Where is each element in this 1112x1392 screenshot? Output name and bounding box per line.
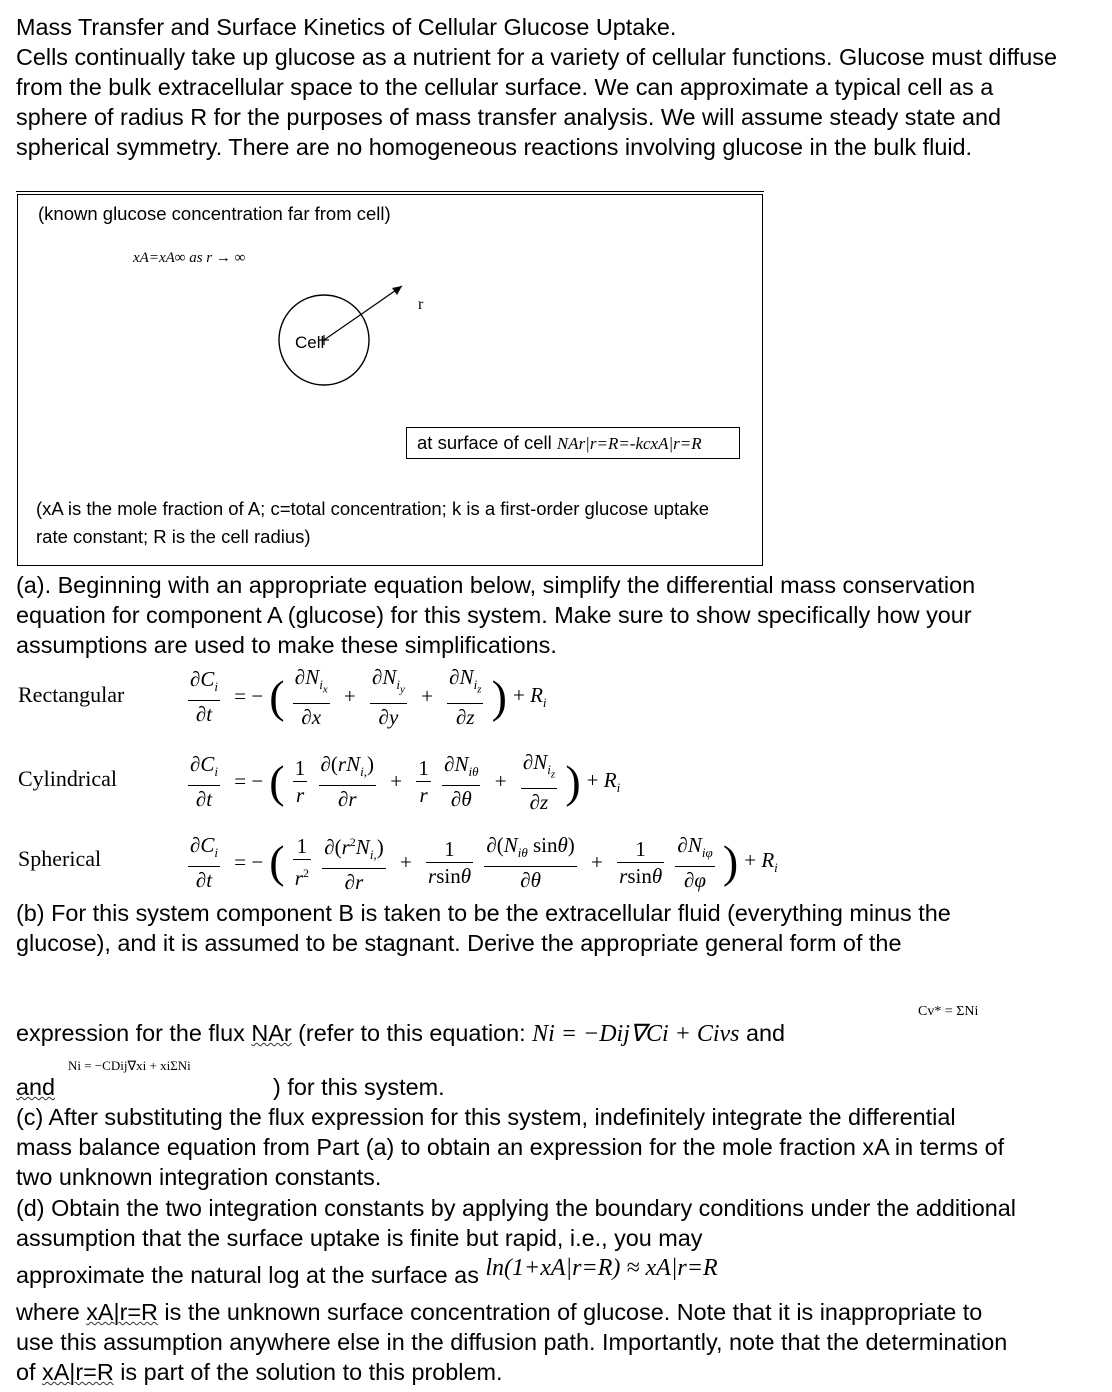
intro-underline	[16, 191, 764, 192]
part-b-line1: (b) For this system component B is taken to be the extracellular fluid (everything minus the glucose), and it is assumed to be stagnant. Derive the appropriate general form of the	[16, 900, 951, 956]
figure-box	[17, 194, 763, 566]
surface-condition-box: at surface of cell NAr|r=R=-kcxA|r=R	[406, 427, 740, 459]
intro-paragraph: Cells continually take up glucose as a nutrient for a variety of cellular functions. Glucose must diffuse from the bulk extracellular space to the cellular surface. We can approximate a typical cell as a sphere of radius R for the purposes of mass transfer analysis. We will assume steady state and spherical symmetry. There are no homogeneous reactions involving glucose in the bulk fluid.	[16, 44, 1057, 160]
rectangular-equation: $\frac{\partial C_i}{\partial t}$ = − ( $\frac{\partial N_{i_x}}{\partial x}$ + $\frac{\partial N_{i_y}}{\partial y}$ + $\frac{\partial N_{i_z}}{\partial z}$ ) + $R_i$	[190, 665, 547, 729]
flux-symbol: NAr	[251, 1020, 292, 1046]
surface-concentration: xA|r=R	[86, 1299, 158, 1325]
part-c-text: (c) After substituting the flux expression for this system, indefinitely integrate the differential mass balance equation from Part (a) to obtain an expression for the mole fraction xA in terms of two unknown integration constants.	[16, 1104, 1005, 1190]
cell-label: Cell	[295, 333, 325, 352]
figure-note: (xA is the mole fraction of A; c=total concentration; k is a first-order glucose uptake rate constant; R is the cell radius)	[36, 498, 710, 547]
radius-arrow	[324, 286, 402, 340]
part-d-line1: (d) Obtain the two integration constants by applying the boundary conditions under the additional assumption that the surface uptake is finite but rapid, i.e., you may	[16, 1195, 1016, 1251]
page-title: Mass Transfer and Surface Kinetics of Cellular Glucose Uptake.	[16, 14, 677, 40]
cylindrical-equation: $\frac{\partial C_i}{\partial t}$ = − ( $\frac{1}{r}$ $\frac{\partial(rN_{i,})}{\partial r}$ + $\frac{1}{r}$ $\frac{\partial N_{i\theta}}{\partial\theta}$ + $\frac{\partial N_{i_z}}{\partial z}$ ) + $R_i$	[190, 750, 621, 814]
arrow-head	[392, 286, 402, 295]
rectangular-label: Rectangular	[18, 682, 125, 707]
cylindrical-label: Cylindrical	[18, 766, 117, 791]
part-b-line2: expression for the flux NAr (refer to this equation: Ni = −Dij∇Ci + Civs and	[16, 1020, 786, 1047]
part-d-line2: approximate the natural log at the surface as ln(1+xA|r=R) ≈ xA|r=R	[16, 1255, 718, 1288]
far-field-condition: xA=xA∞ as r → ∞	[133, 250, 246, 266]
spherical-label: Spherical	[18, 846, 102, 871]
cv-equation: Cv* = ΣNi	[918, 1004, 979, 1019]
ln-approximation: ln(1+xA|r=R) ≈ xA|r=R	[485, 1255, 718, 1281]
part-d-line3: where xA|r=R is the unknown surface concentration of glucose. Note that it is inappropriate to use this assumption anywhere else in the diffusion path. Importantly, note that the determination of xA|r=R is part of the solution to this problem.	[16, 1299, 1008, 1385]
part-b-line3: and ) for this system.	[16, 1074, 445, 1100]
radius-label: r	[418, 296, 424, 313]
figure-caption: (known glucose concentration far from cell)	[38, 203, 391, 224]
part-a-text: (a). Beginning with an appropriate equation below, simplify the differential mass conservation equation for component A (glucose) for this system. Make sure to show specifically how your assumptions are used to make these simplifications.	[16, 572, 976, 658]
spherical-equation: $\frac{\partial C_i}{\partial t}$ = − ( $\frac{1}{r^2}$ $\frac{\partial(r^2N_{i,})}{\partial r}$ + $\frac{1}{rsin\theta}$ $\frac{\partial(N_{i\theta} \sin\theta)}{\partial\theta}$ + $\frac{1}{rsin\theta}$ $\frac{\partial N_{i\varphi}}{\partial\varphi}$ ) + $R_i$	[185, 830, 784, 894]
second-flux-equation: Ni = −CDij∇xi + xiΣNi	[68, 1058, 191, 1073]
flux-equation: Ni = −Dij∇Ci + Civs	[532, 1021, 740, 1047]
